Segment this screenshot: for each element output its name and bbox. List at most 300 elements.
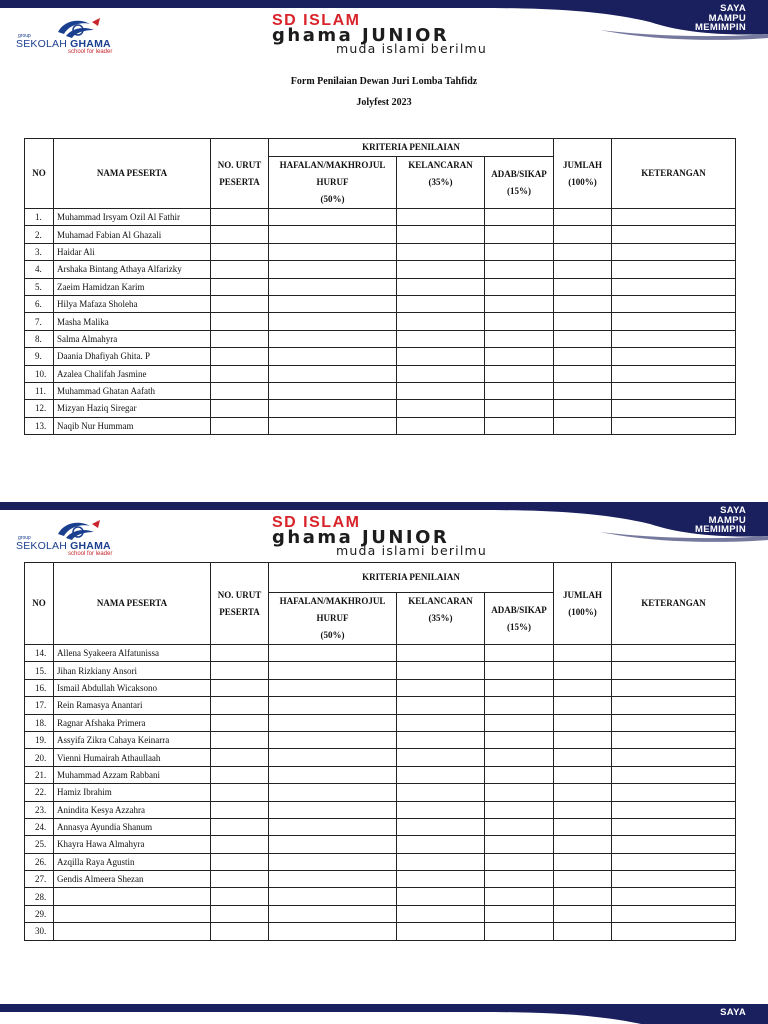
order-cell[interactable]	[211, 313, 269, 330]
brand-line-2: ghama JUNIOR	[272, 527, 450, 548]
order-cell[interactable]	[211, 278, 269, 295]
notes-cell[interactable]	[612, 278, 736, 295]
notes-cell[interactable]	[612, 226, 736, 243]
hafalan-score-cell[interactable]	[269, 417, 397, 434]
participant-name: Vienni Humairah Athaullaah	[54, 749, 211, 766]
kelancaran-score-cell[interactable]	[397, 714, 485, 731]
order-cell[interactable]	[211, 400, 269, 417]
hafalan-score-cell[interactable]	[269, 836, 397, 853]
total-score-cell[interactable]	[554, 662, 612, 679]
total-score-cell[interactable]	[554, 400, 612, 417]
adab-score-cell[interactable]	[485, 662, 554, 679]
hafalan-score-cell[interactable]	[269, 697, 397, 714]
row-number: 24.	[25, 818, 54, 835]
table-row	[25, 905, 736, 922]
kelancaran-score-cell[interactable]	[397, 313, 485, 330]
notes-cell[interactable]	[612, 417, 736, 434]
kelancaran-score-cell[interactable]	[397, 923, 485, 940]
notes-cell[interactable]	[612, 679, 736, 696]
logo-tagline: school for leader	[68, 49, 113, 55]
table-row	[25, 731, 736, 748]
notes-cell[interactable]	[612, 923, 736, 940]
participant-name: Jihan Rizkiany Ansori	[54, 662, 211, 679]
table-row	[25, 226, 736, 243]
total-score-cell[interactable]	[554, 365, 612, 382]
kelancaran-score-cell[interactable]	[397, 871, 485, 888]
order-cell[interactable]	[211, 382, 269, 399]
total-score-cell[interactable]	[554, 645, 612, 662]
participant-name: Anindita Kesya Azzahra	[54, 801, 211, 818]
hafalan-score-cell[interactable]	[269, 714, 397, 731]
header-no: NO	[25, 563, 54, 645]
header-no: NO	[25, 139, 54, 209]
hafalan-score-cell[interactable]	[269, 801, 397, 818]
adab-score-cell[interactable]	[485, 243, 554, 260]
header-kelancaran: KELANCARAN (35%)	[397, 157, 485, 209]
total-score-cell[interactable]	[554, 679, 612, 696]
participant-name: Muhammad Ghatan Aafath	[54, 382, 211, 399]
notes-cell[interactable]	[612, 645, 736, 662]
notes-cell[interactable]	[612, 400, 736, 417]
adab-score-cell[interactable]	[485, 400, 554, 417]
order-cell[interactable]	[211, 853, 269, 870]
header-notes: KETERANGAN	[612, 139, 736, 209]
header-hafalan: HAFALAN/MAKHROJUL HURUF (50%)	[269, 157, 397, 209]
kelancaran-score-cell[interactable]	[397, 400, 485, 417]
hafalan-score-cell[interactable]	[269, 905, 397, 922]
table-row	[25, 365, 736, 382]
table-row	[25, 697, 736, 714]
participant-name	[54, 905, 211, 922]
hafalan-score-cell[interactable]	[269, 766, 397, 783]
table-body-1	[25, 209, 736, 435]
kelancaran-score-cell[interactable]	[397, 645, 485, 662]
participant-name: Zaeim Hamidzan Karim	[54, 278, 211, 295]
table-row	[25, 417, 736, 434]
total-score-cell[interactable]	[554, 261, 612, 278]
adab-score-cell[interactable]	[485, 417, 554, 434]
hafalan-score-cell[interactable]	[269, 818, 397, 835]
table-row	[25, 871, 736, 888]
notes-cell[interactable]	[612, 382, 736, 399]
participant-name: Muhamad Fabian Al Ghazali	[54, 226, 211, 243]
header-order: NO. URUT PESERTA	[211, 139, 269, 209]
total-score-cell[interactable]	[554, 871, 612, 888]
kelancaran-score-cell[interactable]	[397, 766, 485, 783]
row-number: 21.	[25, 766, 54, 783]
row-number: 13.	[25, 417, 54, 434]
order-cell[interactable]	[211, 871, 269, 888]
brand-line-3: muda islami berilmu	[336, 41, 488, 56]
participant-name	[54, 923, 211, 940]
header-banner	[0, 502, 768, 566]
total-score-cell[interactable]	[554, 731, 612, 748]
order-cell[interactable]	[211, 226, 269, 243]
adab-score-cell[interactable]	[485, 731, 554, 748]
row-number: 26.	[25, 853, 54, 870]
row-number: 6.	[25, 295, 54, 312]
participant-name: Haidar Ali	[54, 243, 211, 260]
participant-name: Gendis Almeera Shezan	[54, 871, 211, 888]
total-score-cell[interactable]	[554, 923, 612, 940]
adab-score-cell[interactable]	[485, 330, 554, 347]
order-cell[interactable]	[211, 645, 269, 662]
table-row	[25, 679, 736, 696]
adab-score-cell[interactable]	[485, 365, 554, 382]
notes-cell[interactable]	[612, 731, 736, 748]
table-body-2	[25, 645, 736, 941]
adab-score-cell[interactable]	[485, 923, 554, 940]
row-number: 20.	[25, 749, 54, 766]
table-row	[25, 261, 736, 278]
hafalan-score-cell[interactable]	[269, 749, 397, 766]
hafalan-score-cell[interactable]	[269, 226, 397, 243]
row-number: 7.	[25, 313, 54, 330]
kelancaran-score-cell[interactable]	[397, 330, 485, 347]
adab-score-cell[interactable]	[485, 645, 554, 662]
hafalan-score-cell[interactable]	[269, 662, 397, 679]
total-score-cell[interactable]	[554, 348, 612, 365]
adab-score-cell[interactable]	[485, 697, 554, 714]
participant-name: Salma Almahyra	[54, 330, 211, 347]
kelancaran-score-cell[interactable]	[397, 801, 485, 818]
order-cell[interactable]	[211, 714, 269, 731]
kelancaran-score-cell[interactable]	[397, 278, 485, 295]
row-number: 9.	[25, 348, 54, 365]
adab-score-cell[interactable]	[485, 382, 554, 399]
order-cell[interactable]	[211, 801, 269, 818]
table-row	[25, 923, 736, 940]
order-cell[interactable]	[211, 888, 269, 905]
hafalan-score-cell[interactable]	[269, 679, 397, 696]
page-2	[0, 502, 768, 1002]
row-number: 3.	[25, 243, 54, 260]
row-number: 22.	[25, 784, 54, 801]
participant-name: Allena Syakeera Alfatunissa	[54, 645, 211, 662]
kelancaran-score-cell[interactable]	[397, 382, 485, 399]
participant-name: Masha Malika	[54, 313, 211, 330]
motto: SAYA MAMPU MEMIMPIN	[695, 505, 746, 535]
kelancaran-score-cell[interactable]	[397, 348, 485, 365]
notes-cell[interactable]	[612, 261, 736, 278]
hafalan-score-cell[interactable]	[269, 645, 397, 662]
kelancaran-score-cell[interactable]	[397, 679, 485, 696]
total-score-cell[interactable]	[554, 905, 612, 922]
order-cell[interactable]	[211, 261, 269, 278]
row-number: 27.	[25, 871, 54, 888]
logo-emblem-icon	[54, 18, 104, 40]
motto: SAYA MAMPU MEMIMPIN	[695, 3, 746, 33]
order-cell[interactable]	[211, 365, 269, 382]
kelancaran-score-cell[interactable]	[397, 226, 485, 243]
row-number: 28.	[25, 888, 54, 905]
total-score-cell[interactable]	[554, 295, 612, 312]
participant-name: Ismail Abdullah Wicaksono	[54, 679, 211, 696]
adab-score-cell[interactable]	[485, 313, 554, 330]
participant-name: Hamiz Ibrahim	[54, 784, 211, 801]
header-banner	[0, 1004, 768, 1024]
table-row	[25, 313, 736, 330]
row-number: 15.	[25, 662, 54, 679]
kelancaran-score-cell[interactable]	[397, 295, 485, 312]
adab-score-cell[interactable]	[485, 766, 554, 783]
adab-score-cell[interactable]	[485, 836, 554, 853]
row-number: 16.	[25, 679, 54, 696]
adab-score-cell[interactable]	[485, 853, 554, 870]
total-score-cell[interactable]	[554, 766, 612, 783]
total-score-cell[interactable]	[554, 836, 612, 853]
table-row	[25, 836, 736, 853]
total-score-cell[interactable]	[554, 209, 612, 226]
table-row	[25, 853, 736, 870]
order-cell[interactable]	[211, 905, 269, 922]
school-logo	[16, 520, 146, 560]
score-table-1	[24, 138, 736, 435]
brand-line-1: SD ISLAM	[272, 12, 361, 29]
adab-score-cell[interactable]	[485, 348, 554, 365]
table-row	[25, 714, 736, 731]
hafalan-score-cell[interactable]	[269, 330, 397, 347]
hafalan-score-cell[interactable]	[269, 261, 397, 278]
notes-cell[interactable]	[612, 313, 736, 330]
row-number: 25.	[25, 836, 54, 853]
adab-score-cell[interactable]	[485, 278, 554, 295]
notes-cell[interactable]	[612, 853, 736, 870]
participant-name: Assyifa Zikra Cahaya Keinarra	[54, 731, 211, 748]
total-score-cell[interactable]	[554, 243, 612, 260]
notes-cell[interactable]	[612, 295, 736, 312]
motto: SAYA	[720, 1007, 746, 1018]
order-cell[interactable]	[211, 417, 269, 434]
participant-name: Azalea Chalifah Jasmine	[54, 365, 211, 382]
table-row	[25, 382, 736, 399]
notes-cell[interactable]	[612, 871, 736, 888]
kelancaran-score-cell[interactable]	[397, 209, 485, 226]
notes-cell[interactable]	[612, 749, 736, 766]
adab-score-cell[interactable]	[485, 801, 554, 818]
logo-group-label: group	[18, 33, 31, 39]
kelancaran-score-cell[interactable]	[397, 749, 485, 766]
header-adab: ADAB/SIKAP (15%)	[485, 593, 554, 645]
order-cell[interactable]	[211, 348, 269, 365]
total-score-cell[interactable]	[554, 818, 612, 835]
total-score-cell[interactable]	[554, 226, 612, 243]
row-number: 8.	[25, 330, 54, 347]
kelancaran-score-cell[interactable]	[397, 836, 485, 853]
order-cell[interactable]	[211, 330, 269, 347]
notes-cell[interactable]	[612, 766, 736, 783]
table-row	[25, 278, 736, 295]
kelancaran-score-cell[interactable]	[397, 888, 485, 905]
table-row	[25, 749, 736, 766]
notes-cell[interactable]	[612, 365, 736, 382]
table-row	[25, 330, 736, 347]
hafalan-score-cell[interactable]	[269, 731, 397, 748]
total-score-cell[interactable]	[554, 853, 612, 870]
hafalan-score-cell[interactable]	[269, 209, 397, 226]
hafalan-score-cell[interactable]	[269, 784, 397, 801]
participant-name	[54, 888, 211, 905]
row-number: 12.	[25, 400, 54, 417]
total-score-cell[interactable]	[554, 801, 612, 818]
kelancaran-score-cell[interactable]	[397, 853, 485, 870]
row-number: 18.	[25, 714, 54, 731]
notes-cell[interactable]	[612, 784, 736, 801]
form-subtitle: Jolyfest 2023	[356, 97, 412, 108]
kelancaran-score-cell[interactable]	[397, 905, 485, 922]
notes-cell[interactable]	[612, 348, 736, 365]
row-number: 29.	[25, 905, 54, 922]
hafalan-score-cell[interactable]	[269, 243, 397, 260]
adab-score-cell[interactable]	[485, 888, 554, 905]
order-cell[interactable]	[211, 243, 269, 260]
header-order: NO. URUT PESERTA	[211, 563, 269, 645]
row-number: 11.	[25, 382, 54, 399]
participant-name: Muhammad Irsyam Ozil Al Fathir	[54, 209, 211, 226]
kelancaran-score-cell[interactable]	[397, 365, 485, 382]
logo-name: SEKOLAH GHAMA	[16, 38, 111, 50]
order-cell[interactable]	[211, 766, 269, 783]
adab-score-cell[interactable]	[485, 818, 554, 835]
total-score-cell[interactable]	[554, 697, 612, 714]
adab-score-cell[interactable]	[485, 871, 554, 888]
hafalan-score-cell[interactable]	[269, 278, 397, 295]
notes-cell[interactable]	[612, 697, 736, 714]
adab-score-cell[interactable]	[485, 749, 554, 766]
table-row	[25, 818, 736, 835]
score-table-2	[24, 562, 736, 941]
hafalan-score-cell[interactable]	[269, 365, 397, 382]
adab-score-cell[interactable]	[485, 226, 554, 243]
adab-score-cell[interactable]	[485, 679, 554, 696]
participant-name: Mizyan Haziq Siregar	[54, 400, 211, 417]
row-number: 10.	[25, 365, 54, 382]
total-score-cell[interactable]	[554, 313, 612, 330]
kelancaran-score-cell[interactable]	[397, 662, 485, 679]
hafalan-score-cell[interactable]	[269, 923, 397, 940]
order-cell[interactable]	[211, 818, 269, 835]
notes-cell[interactable]	[612, 714, 736, 731]
order-cell[interactable]	[211, 209, 269, 226]
notes-cell[interactable]	[612, 905, 736, 922]
table-row	[25, 348, 736, 365]
order-cell[interactable]	[211, 784, 269, 801]
kelancaran-score-cell[interactable]	[397, 417, 485, 434]
total-score-cell[interactable]	[554, 417, 612, 434]
logo-group-label: group	[18, 535, 31, 541]
participant-name: Daania Dhafiyah Ghita. P	[54, 348, 211, 365]
header-name: NAMA PESERTA	[54, 139, 211, 209]
participant-name: Hilya Mafaza Sholeha	[54, 295, 211, 312]
row-number: 23.	[25, 801, 54, 818]
adab-score-cell[interactable]	[485, 905, 554, 922]
brand-line-2: ghama JUNIOR	[272, 25, 450, 46]
header-criteria: KRITERIA PENILAIAN	[269, 563, 554, 593]
logo-tagline: school for leader	[68, 551, 113, 557]
kelancaran-score-cell[interactable]	[397, 261, 485, 278]
adab-score-cell[interactable]	[485, 784, 554, 801]
hafalan-score-cell[interactable]	[269, 888, 397, 905]
notes-cell[interactable]	[612, 243, 736, 260]
notes-cell[interactable]	[612, 330, 736, 347]
order-cell[interactable]	[211, 662, 269, 679]
hafalan-score-cell[interactable]	[269, 400, 397, 417]
order-cell[interactable]	[211, 749, 269, 766]
row-number: 30.	[25, 923, 54, 940]
notes-cell[interactable]	[612, 209, 736, 226]
order-cell[interactable]	[211, 295, 269, 312]
hafalan-score-cell[interactable]	[269, 871, 397, 888]
notes-cell[interactable]	[612, 836, 736, 853]
total-score-cell[interactable]	[554, 330, 612, 347]
hafalan-score-cell[interactable]	[269, 853, 397, 870]
page-1	[0, 0, 768, 500]
row-number: 5.	[25, 278, 54, 295]
total-score-cell[interactable]	[554, 888, 612, 905]
banner-swoosh	[0, 1004, 768, 1024]
adab-score-cell[interactable]	[485, 714, 554, 731]
adab-score-cell[interactable]	[485, 261, 554, 278]
total-score-cell[interactable]	[554, 784, 612, 801]
adab-score-cell[interactable]	[485, 209, 554, 226]
kelancaran-score-cell[interactable]	[397, 243, 485, 260]
participant-name: Naqib Nur Hummam	[54, 417, 211, 434]
kelancaran-score-cell[interactable]	[397, 818, 485, 835]
table-row	[25, 209, 736, 226]
kelancaran-score-cell[interactable]	[397, 784, 485, 801]
notes-cell[interactable]	[612, 662, 736, 679]
table-row	[25, 888, 736, 905]
row-number: 19.	[25, 731, 54, 748]
total-score-cell[interactable]	[554, 714, 612, 731]
order-cell[interactable]	[211, 679, 269, 696]
order-cell[interactable]	[211, 697, 269, 714]
notes-cell[interactable]	[612, 801, 736, 818]
order-cell[interactable]	[211, 836, 269, 853]
hafalan-score-cell[interactable]	[269, 382, 397, 399]
total-score-cell[interactable]	[554, 749, 612, 766]
kelancaran-score-cell[interactable]	[397, 731, 485, 748]
adab-score-cell[interactable]	[485, 295, 554, 312]
header-banner	[0, 0, 768, 64]
total-score-cell[interactable]	[554, 278, 612, 295]
participant-name: Annasya Ayundia Shanum	[54, 818, 211, 835]
header-adab: ADAB/SIKAP (15%)	[485, 157, 554, 209]
logo-name: SEKOLAH GHAMA	[16, 540, 111, 552]
table-row	[25, 662, 736, 679]
row-number: 14.	[25, 645, 54, 662]
participant-name: Khayra Hawa Almahyra	[54, 836, 211, 853]
order-cell[interactable]	[211, 731, 269, 748]
participant-name: Rein Ramasya Anantari	[54, 697, 211, 714]
notes-cell[interactable]	[612, 888, 736, 905]
kelancaran-score-cell[interactable]	[397, 697, 485, 714]
table-row	[25, 400, 736, 417]
order-cell[interactable]	[211, 923, 269, 940]
total-score-cell[interactable]	[554, 382, 612, 399]
table-row	[25, 801, 736, 818]
notes-cell[interactable]	[612, 818, 736, 835]
hafalan-score-cell[interactable]	[269, 313, 397, 330]
hafalan-score-cell[interactable]	[269, 295, 397, 312]
participant-name: Arshaka Bintang Athaya Alfarizky	[54, 261, 211, 278]
table-row	[25, 295, 736, 312]
hafalan-score-cell[interactable]	[269, 348, 397, 365]
table-row	[25, 645, 736, 662]
brand-line-3: muda islami berilmu	[336, 543, 488, 558]
page-3	[0, 1004, 768, 1024]
header-total: JUMLAH (100%)	[554, 139, 612, 209]
